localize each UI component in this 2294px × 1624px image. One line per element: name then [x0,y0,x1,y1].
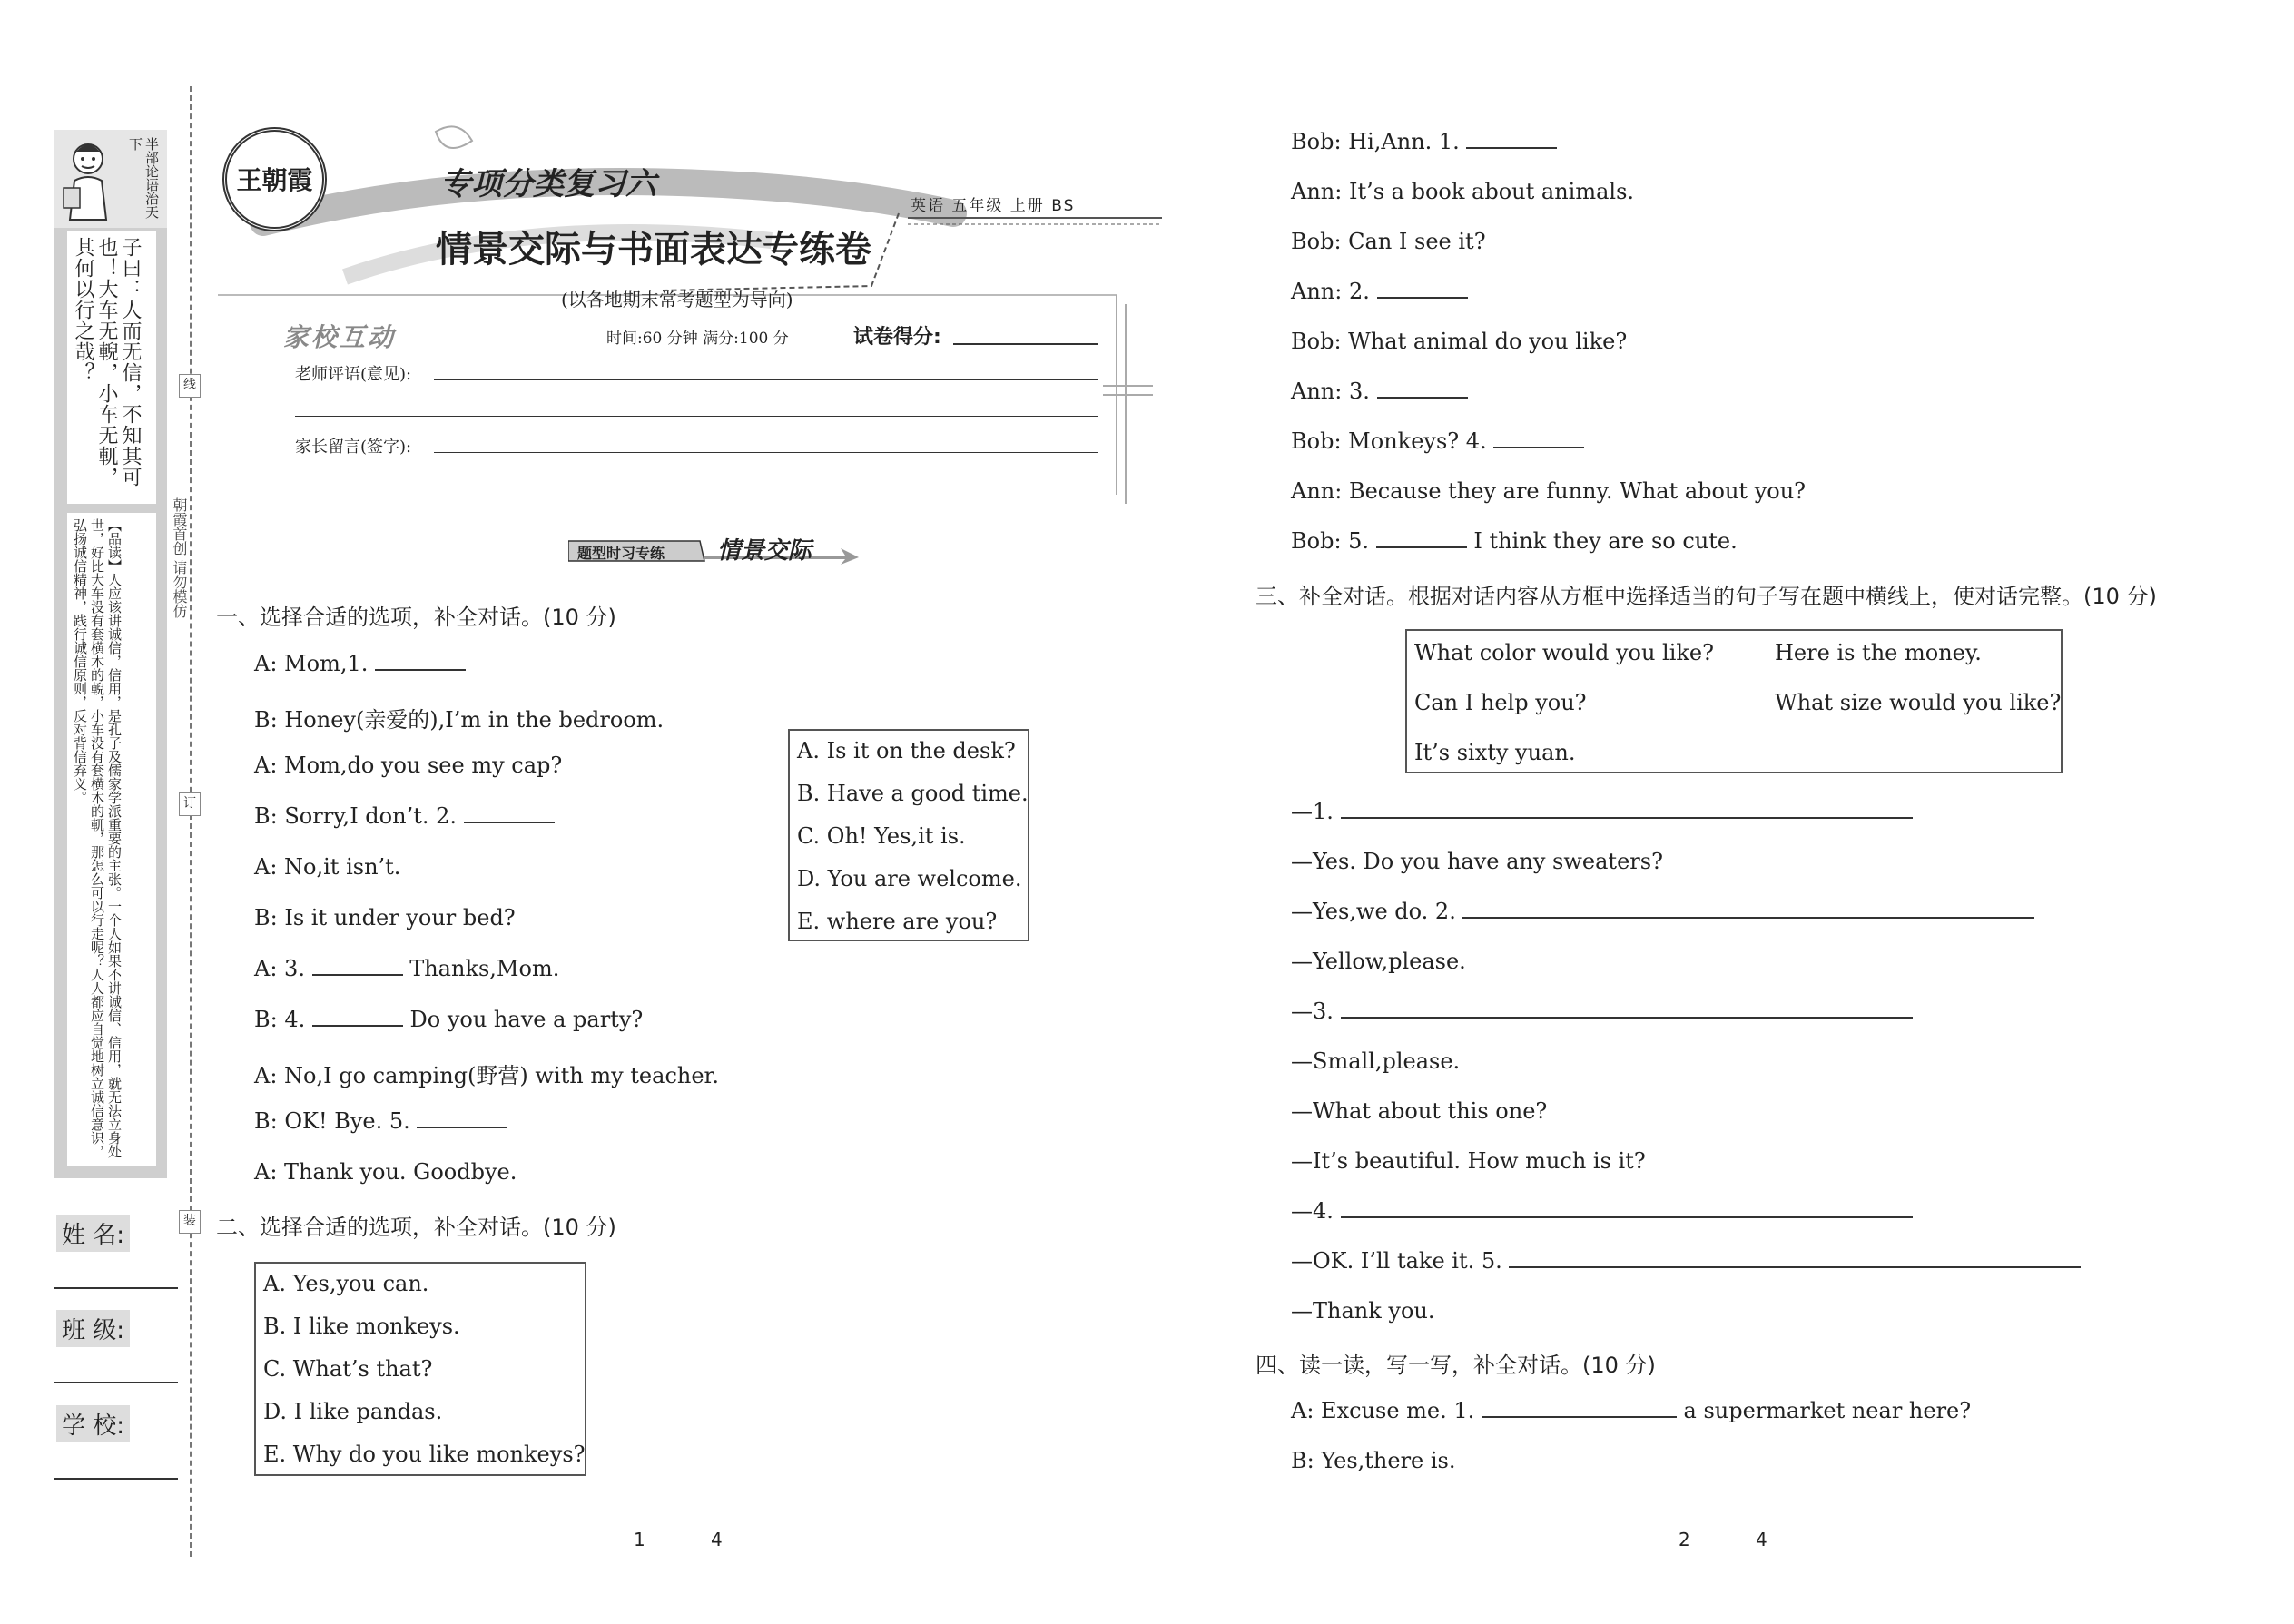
right-page-number: 2 [1679,1529,1690,1550]
q1-line-10: B: OK! Bye. 5. [254,1108,507,1134]
q1-option-d: D. You are welcome. [797,866,1022,891]
q3-option-5: It’s sixty yuan. [1414,740,1576,765]
q3-line-4: —Yellow,please. [1291,949,1466,974]
left-page-total: 4 [711,1529,723,1550]
q3-options-box [1405,629,2063,773]
section-tag: 题型时习专练 [577,545,665,562]
q2-line-1: Bob: Hi,Ann. 1. [1291,129,1557,154]
series-title: 专项分类复习六 [440,166,656,202]
sidebar-reading-box [67,513,156,1166]
page-subtitle: (以各地期末常考题型为导向) [561,289,793,310]
logo-seal [222,127,327,231]
subject-info: 英语 五年级 上册 BS [911,197,1076,215]
q1-option-e: E. where are you? [797,909,998,934]
name-field[interactable] [54,1287,178,1289]
q2-blank-2[interactable] [1377,279,1468,299]
q3-line-5: —3. [1291,999,1913,1024]
q1-blank-1[interactable] [375,651,466,671]
q2-option-e: E. Why do you like monkeys? [263,1442,586,1467]
home-school-badge: 家校互动 [283,322,397,352]
q1-line-1: A: Mom,1. [254,651,466,676]
q1-blank-3[interactable] [312,956,403,976]
parent-note-label: 家长留言(签字): [295,438,412,457]
q3-blank-5[interactable] [1509,1248,2081,1268]
q2-line-6: Ann: 3. [1291,379,1468,404]
q1-blank-5[interactable] [417,1108,507,1128]
q2-line-3: Bob: Can I see it? [1291,229,1486,254]
q4-heading: 四、读一读，写一写，补全对话。(10 分) [1255,1353,1656,1378]
sidebar-side-title: 半部论语治天下 [127,137,160,219]
q2-blank-5[interactable] [1376,528,1467,548]
q4-line-1: A: Excuse me. 1. a supermarket near here? [1291,1398,1972,1423]
q2-blank-4[interactable] [1493,428,1584,448]
q1-line-2: B: Honey(亲爱的),I’m in the bedroom. [254,707,665,733]
margin-notice: 朝霞首创 请勿模仿 [171,497,188,619]
q1-line-6: B: Is it under your bed? [254,905,516,930]
teacher-comment-field[interactable] [434,379,1098,380]
q1-line-4: B: Sorry,I don’t. 2. [254,803,555,829]
school-field[interactable] [54,1478,178,1480]
q4-line-2: B: Yes,there is. [1291,1448,1456,1473]
q1-line-7: A: 3. Thanks,Mom. [254,956,560,981]
q2-blank-1[interactable] [1466,129,1557,149]
section-name: 情景交际 [717,537,812,565]
parent-note-field[interactable] [434,452,1098,453]
q3-line-7: —What about this one? [1291,1098,1548,1124]
q2-option-d: D. I like pandas. [263,1399,443,1424]
q2-line-4: Ann: 2. [1291,279,1468,304]
q2-option-a: A. Yes,you can. [263,1271,429,1296]
q3-option-2: Here is the money. [1775,640,1982,665]
q1-line-8: B: 4. Do you have a party? [254,1007,644,1032]
q3-blank-2[interactable] [1462,899,2034,919]
q1-options-box [788,729,1029,941]
margin-char-3: 装 [179,1210,201,1234]
score-field[interactable] [953,343,1098,345]
score-label: 试卷得分: [853,326,941,349]
q3-option-4: What size would you like? [1775,690,2062,715]
confucius-icon [56,133,120,224]
margin-char-2: 订 [179,792,201,816]
q3-line-9: —4. [1291,1198,1913,1224]
time-info: 时间:60 分钟 满分:100 分 [606,330,789,348]
school-label: 学 校: [56,1405,130,1442]
q2-heading: 二、选择合适的选项，补全对话。(10 分) [216,1215,616,1240]
sidebar-quote-box [67,231,156,504]
q1-blank-2[interactable] [464,803,555,823]
page-title: 情景交际与书面表达专练卷 [436,228,871,271]
binding-line [190,86,192,1557]
q3-line-2: —Yes. Do you have any sweaters? [1291,849,1663,874]
name-label: 姓 名: [56,1215,130,1252]
q1-blank-4[interactable] [312,1007,403,1027]
q3-line-11: —Thank you. [1291,1298,1435,1324]
q2-line-5: Bob: What animal do you like? [1291,329,1628,354]
q3-line-10: —OK. I’ll take it. 5. [1291,1248,2081,1274]
teacher-comment-line-2[interactable] [295,416,1098,417]
q2-option-c: C. What’s that? [263,1356,433,1382]
q3-option-3: Can I help you? [1414,690,1587,715]
q3-blank-1[interactable] [1341,799,1913,819]
q2-line-7: Bob: Monkeys? 4. [1291,428,1584,454]
logo-text: 王朝霞 [236,165,313,195]
q1-option-c: C. Oh! Yes,it is. [797,823,966,849]
q3-line-3: —Yes,we do. 2. [1291,899,2034,924]
q1-heading: 一、选择合适的选项，补全对话。(10 分) [216,605,616,630]
q3-option-1: What color would you like? [1414,640,1714,665]
sidebar-quote: 子曰：人而无信，不知其可也！大车无輗，小车无軏，其何以行之哉？ [72,237,142,487]
class-field[interactable] [54,1382,178,1383]
q1-line-3: A: Mom,do you see my cap? [254,753,563,778]
q1-option-b: B. Have a good time. [797,781,1029,806]
q3-heading: 三、补全对话。根据对话内容从方框中选择适当的句子写在题中横线上，使对话完整。(10 分) [1255,584,2157,609]
q3-line-8: —It’s beautiful. How much is it? [1291,1148,1646,1174]
sidebar-reading: 【品读】人应该讲诚信，信用，是孔子及儒家学派重要的主张。一个人如果不讲诚信、信用，就无法立身处世，好比大车没有套横木的輗，小车没有套横木的軏，那怎么可以行走呢？人人都应自觉地树立诚信意识，弘扬诚信精神，践行诚信原则，反对背信弃义。 [72,518,123,1158]
q3-blank-4[interactable] [1341,1198,1913,1218]
q1-line-11: A: Thank you. Goodbye. [254,1159,517,1185]
q1-option-a: A. Is it on the desk? [797,738,1016,763]
right-page-total: 4 [1756,1529,1767,1550]
q2-blank-3[interactable] [1377,379,1468,399]
q1-line-9: A: No,I go camping(野营) with my teacher. [254,1063,720,1088]
q2-line-9: Bob: 5. I think they are so cute. [1291,528,1738,554]
q2-line-2: Ann: It’s a book about animals. [1291,179,1635,204]
q3-line-1: —1. [1291,799,1913,824]
margin-char-1: 线 [179,374,201,398]
q2-option-b: B. I like monkeys. [263,1314,460,1339]
q4-blank-1[interactable] [1482,1398,1677,1418]
q3-blank-3[interactable] [1341,999,1913,1019]
left-page-number: 1 [634,1529,645,1550]
q2-line-8: Ann: Because they are funny. What about you? [1291,478,1807,504]
q3-line-6: —Small,please. [1291,1048,1461,1074]
sidebar-top [54,130,167,228]
q2-options-box [254,1262,586,1476]
class-label: 班 级: [56,1310,130,1347]
q1-line-5: A: No,it isn’t. [254,854,401,880]
teacher-comment-label: 老师评语(意见): [295,365,412,384]
